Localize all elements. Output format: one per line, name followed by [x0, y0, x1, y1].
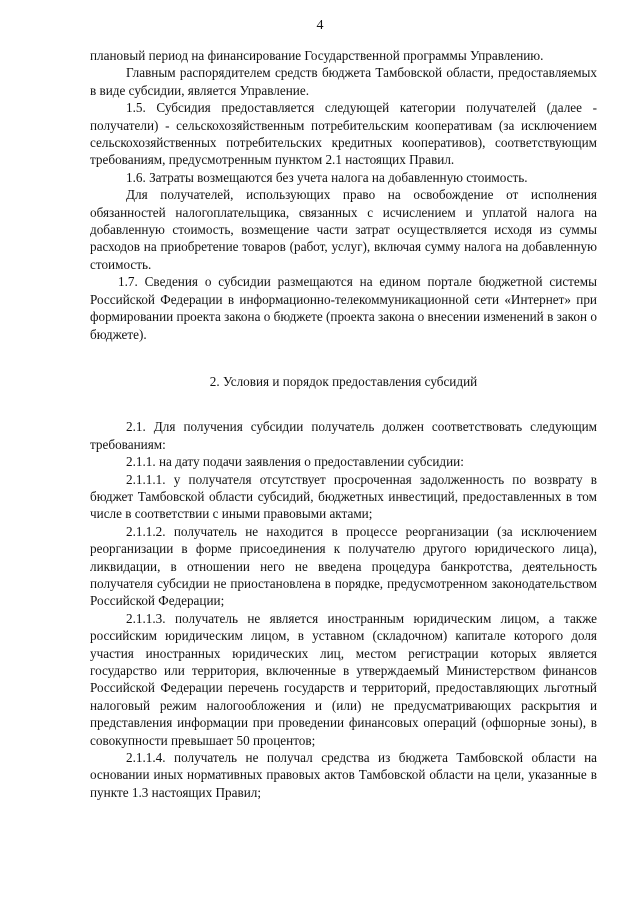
paragraph-2-1-1-3: 2.1.1.3. получатель не является иностранным юридическим лицом, а также российским юридическим лицом, в уставном (складочном) капитале которого доля участия иностранных юридических лиц, местом регистрации которых является государство или территория, включенные в утверждаемый Министерством финансов Российской Федерации перечень государств и территорий, предоставляющих льготный налоговый режим налогообложения и (или) не предусматривающих раскрытия и представления информации при проведении финансовых операций (офшорные зоны), в совокупности превышает 50 процентов;: [90, 610, 597, 748]
paragraph-1-7: 1.7. Сведения о субсидии размещаются на едином портале бюджетной системы Российской Федерации в информационно-телекоммуникационной сети «Интернет» при формировании проекта закона о бюджете (проекта закона о внесении изменений в закон о бюджете).: [90, 274, 597, 342]
paragraph-2-1-1-2: 2.1.1.2. получатель не находится в процессе реорганизации (за исключением реорганизации в форме присоединения к получателю другого юридического лица), ликвидации, в отношении него не введена процедура банкротства, деятельность получателя субсидии не приостановлена в порядке, предусмотренном законодательством Российской Федерации;: [90, 523, 597, 609]
document-body: [90, 47, 597, 801]
paragraph-main-manager: Главным распорядителем средств бюджета Тамбовской области, предоставляемых в виде субсидии, является Управление.: [90, 65, 597, 98]
paragraph-vat: Для получателей, использующих право на освобождение от исполнения обязанностей налогоплательщика, связанных с исчислением и уплатой налога на добавленную стоимость, возмещение части затрат осуществляется исходя из суммы расходов на приобретение товаров (работ, услуг), включая сумму налога на добавленную стоимость.: [90, 187, 597, 272]
paragraph-2-1-1-4: 2.1.1.4. получатель не получал средства из бюджета Тамбовской области на основании иных нормативных правовых актов Тамбовской области на цели, указанные в пункте 1.3 настоящих Правил;: [90, 750, 597, 800]
page-number: 4: [316, 18, 324, 33]
paragraph-continuation: плановый период на финансирование Государственной программы Управлению.: [90, 48, 544, 63]
section-heading: 2. Условия и порядок предоставления субсидий: [209, 373, 478, 389]
paragraph-1-6: 1.6. Затраты возмещаются без учета налога на добавленную стоимость.: [126, 169, 528, 185]
paragraph-2-1-1-1: 2.1.1.1. у получателя отсутствует просроченная задолженность по возврату в бюджет Тамбовской области субсидий, бюджетных инвестиций, предоставленных в том числе в соответствии с иными правовыми актами;: [90, 471, 597, 522]
paragraph-2-1-1: 2.1.1. на дату подачи заявления о предоставлении субсидии:: [126, 454, 464, 470]
paragraph-1-5: 1.5. Субсидия предоставляется следующей категории получателей (далее - получатели) - сельскохозяйственным потребительским кооперативам (за исключением сельскохозяйственных потребительских кредитных кооперативов), соответствующим требованиям, предусмотренным пунктом 2.1 настоящих Правил.: [90, 100, 597, 168]
paragraph-2-1: 2.1. Для получения субсидии получатель должен соответствовать следующим требованиям:: [90, 419, 597, 452]
